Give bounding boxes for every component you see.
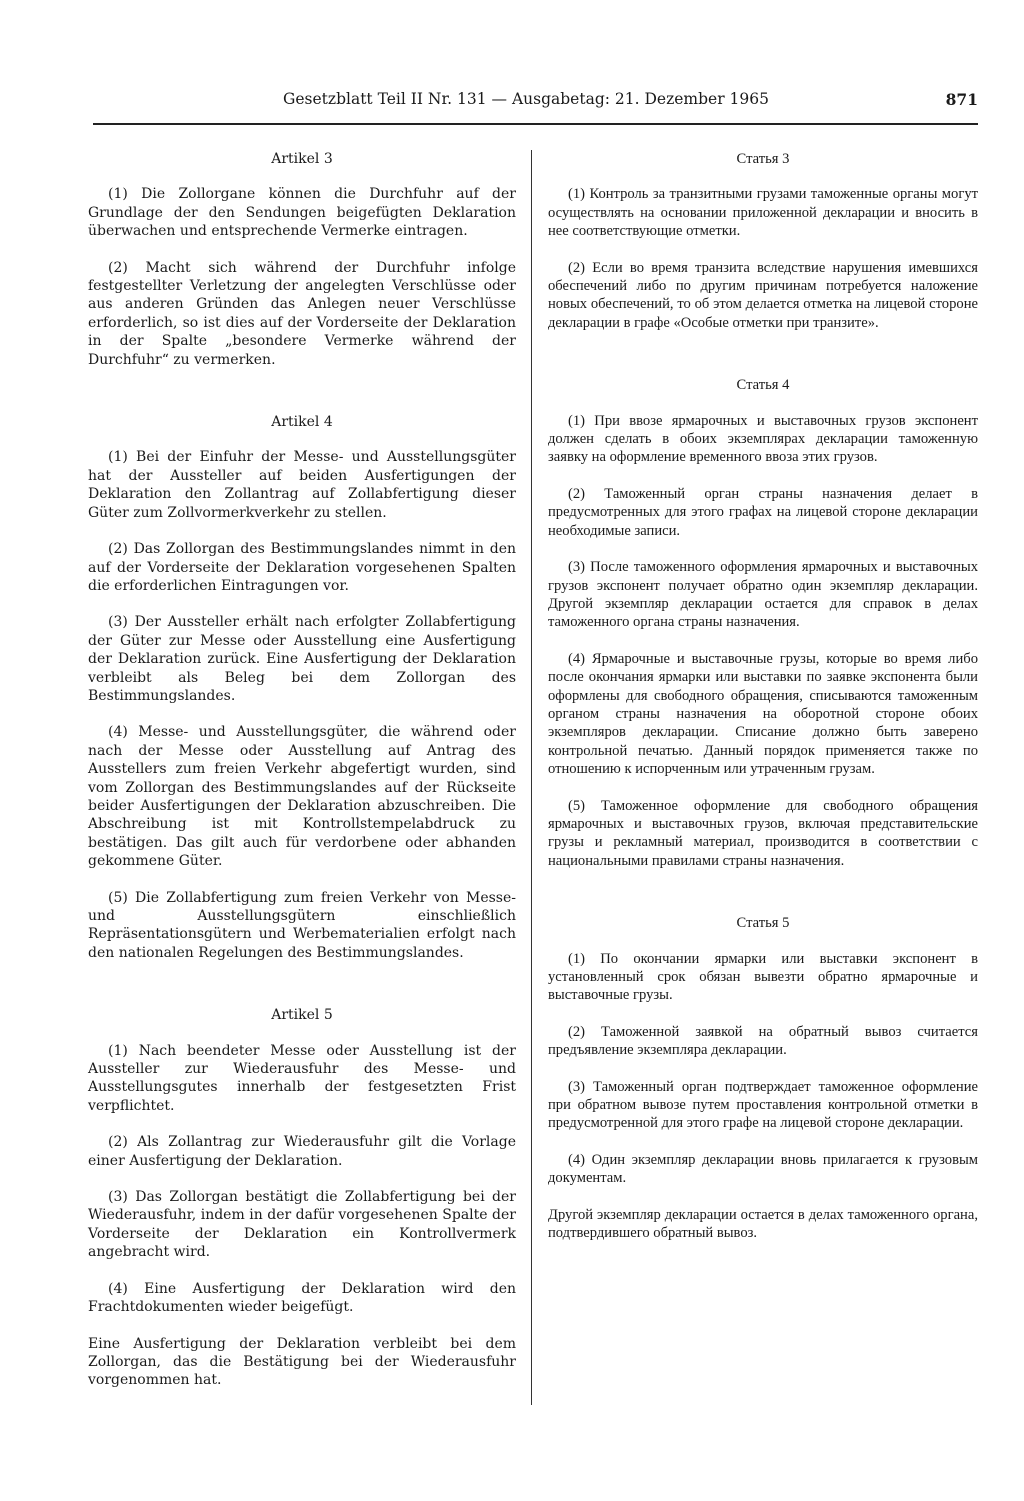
paragraph: (4) Ярмарочные и выставочные грузы, которые во время либо после окончания ярмарки или выставки по заявке экспонента были оформлены для свободного обращения, списываются таможенным органом страны назначения на оборотной стороне обоих экземпляров декларации. Списание должно быть заверено контрольной печатью. Данный порядок применяется также по отношению к испорченным или утраченным грузам. xyxy=(548,650,978,778)
running-title: Gesetzblatt Teil II Nr. 131 — Ausgabetag: 21. Dezember 1965 xyxy=(283,90,769,108)
paragraph: (4) Eine Ausfertigung der Deklaration wird den Frachtdokumenten wieder beigefügt. xyxy=(88,1280,516,1316)
paragraph: (4) Один экземпляр декларации вновь прилагается к грузовым документам. xyxy=(548,1151,978,1187)
column-divider xyxy=(531,150,532,1405)
header-rule xyxy=(93,123,978,125)
paragraph: (1) Nach beendeter Messe oder Ausstellung ist der Aussteller zur Wiederausfuhr des Messe- und Ausstellungsgutes innerhalb der festgesetzten Frist verpflichtet. xyxy=(88,1042,516,1114)
paragraph: (2) Das Zollorgan des Bestimmungslandes nimmt in den auf der Vorderseite der Deklaration vorgesehenen Spalten die erforderlichen Eintragungen vor. xyxy=(88,541,516,594)
paragraph: (3) Таможенный орган подтверждает таможенное оформление при обратном вывозе путем проставления контрольной отметки в предусмотренной для этого графе на лицевой стороне декларации. xyxy=(548,1078,978,1132)
paragraph: (2) Таможенный орган страны назначения делает в предусмотренных для этого графах на лицевой стороне декларации необходимые записи. xyxy=(548,485,978,539)
article-heading: Статья 5 xyxy=(736,915,790,932)
page-header xyxy=(93,90,978,116)
paragraph: (3) Der Aussteller erhält nach erfolgter Zollabfertigung der Güter zur Messe oder Ausstellung eine Ausfertigung der Deklaration zurück. Eine Ausfertigung der Deklaration verbleibt als Beleg bei dem Zollorgan des Bestimmungslandes. xyxy=(88,614,516,704)
paragraph: Другой экземпляр декларации остается в делах таможенного органа, подтвердившего обратный вывоз. xyxy=(548,1206,978,1242)
article-heading: Artikel 3 xyxy=(271,151,333,167)
article-heading: Artikel 5 xyxy=(271,1007,333,1024)
article-heading: Статья 3 xyxy=(736,151,790,167)
paragraph: (1) По окончании ярмарки или выставки экспонент в установленный срок обязан вывезти обратно ярмарочные и выставочные грузы. xyxy=(548,950,978,1004)
paragraph: (2) Als Zollantrag zur Wiederausfuhr gilt die Vorlage einer Ausfertigung der Deklaration. xyxy=(88,1134,516,1169)
paragraph: (4) Messe- und Ausstellungsgüter, die während oder nach der Messe oder Ausstellung auf Antrag des Ausstellers zum freien Verkehr abgefertigt wurden, sind vom Zollorgan des Bestimmungslandes auf der Rückseite beider Ausfertigungen der Deklaration abzuschreiben. Die Abschreibung ist mit Kontrollstempelabdruck zu bestätigen. Das gilt auch für verdorbene oder abhanden gekommene Güter. xyxy=(88,724,516,870)
paragraph: (1) Bei der Einfuhr der Messe- und Ausstellungsgüter hat der Aussteller auf beiden Ausfertigungen der Deklaration den Zollantrag auf Zollabfertigung dieser Güter zum Zollvormerkverkehr zu stellen. xyxy=(88,449,516,521)
paragraph: (2) Если во время транзита вследствие нарушения имевшихся обеспечений либо по другим причинам потребуется наложение новых обеспечений, то об этом делается отметка на лицевой стороне декларации в графе «Особые отметки при транзите». xyxy=(548,259,978,331)
page-number: 871 xyxy=(945,90,978,109)
paragraph: (2) Macht sich während der Durchfuhr infolge festgestellter Verletzung der angelegten Verschlüsse oder aus anderen Gründen das Anlegen neuer Verschlüsse erforderlich, so ist dies auf der Vorderseite der Deklaration in der Spalte „besondere Vermerke während der Durchfuhr“ zu vermerken. xyxy=(88,259,516,368)
article-heading: Artikel 4 xyxy=(271,414,333,431)
paragraph: (2) Таможенной заявкой на обратный вывоз считается предъявление экземпляра декларации. xyxy=(548,1023,978,1059)
paragraph: Eine Ausfertigung der Deklaration verbleibt bei dem Zollorgan, das die Bestätigung bei der Wiederausfuhr vorgenommen hat. xyxy=(88,1335,516,1389)
german-column xyxy=(88,150,516,1408)
paragraph: (5) Die Zollabfertigung zum freien Verkehr von Messe- und Ausstellungsgütern einschließlich Repräsentationsgütern und Werbematerialien erfolgt nach den nationalen Regelungen des Bestimmungslandes. xyxy=(88,889,516,961)
paragraph: (1) Die Zollorgane können die Durchfuhr auf der Grundlage der den Sendungen beigefügten Deklaration überwachen und entsprechende Vermerke eintragen. xyxy=(88,186,516,240)
paragraph: (3) Das Zollorgan bestätigt die Zollabfertigung bei der Wiederausfuhr, indem in der dafür vorgesehenen Spalte der Vorderseite der Deklaration ein Kontrollvermerk angebracht wird. xyxy=(88,1189,516,1261)
russian-column xyxy=(548,150,978,1260)
paragraph: (3) После таможенного оформления ярмарочных и выставочных грузов экспонент получает обратно один экземпляр декларации. Другой экземпляр декларации остается для справок в делах таможенного органа страны назначения. xyxy=(548,559,978,631)
paragraph: (1) При ввозе ярмарочных и выставочных грузов экспонент должен сделать в обоих экземплярах декларации таможенную заявку на оформление временного ввоза этих грузов. xyxy=(548,412,978,466)
paragraph: (1) Контроль за транзитными грузами таможенные органы могут осуществлять на основании приложенной декларации и вносить в нее соответствующие отметки. xyxy=(548,186,978,240)
paragraph: (5) Таможенное оформление для свободного обращения ярмарочных и выставочных грузов, включая представительские грузы и рекламный материал, производится в соответствии с национальными правилами страны назначения. xyxy=(548,797,978,869)
article-heading: Статья 4 xyxy=(736,377,790,394)
